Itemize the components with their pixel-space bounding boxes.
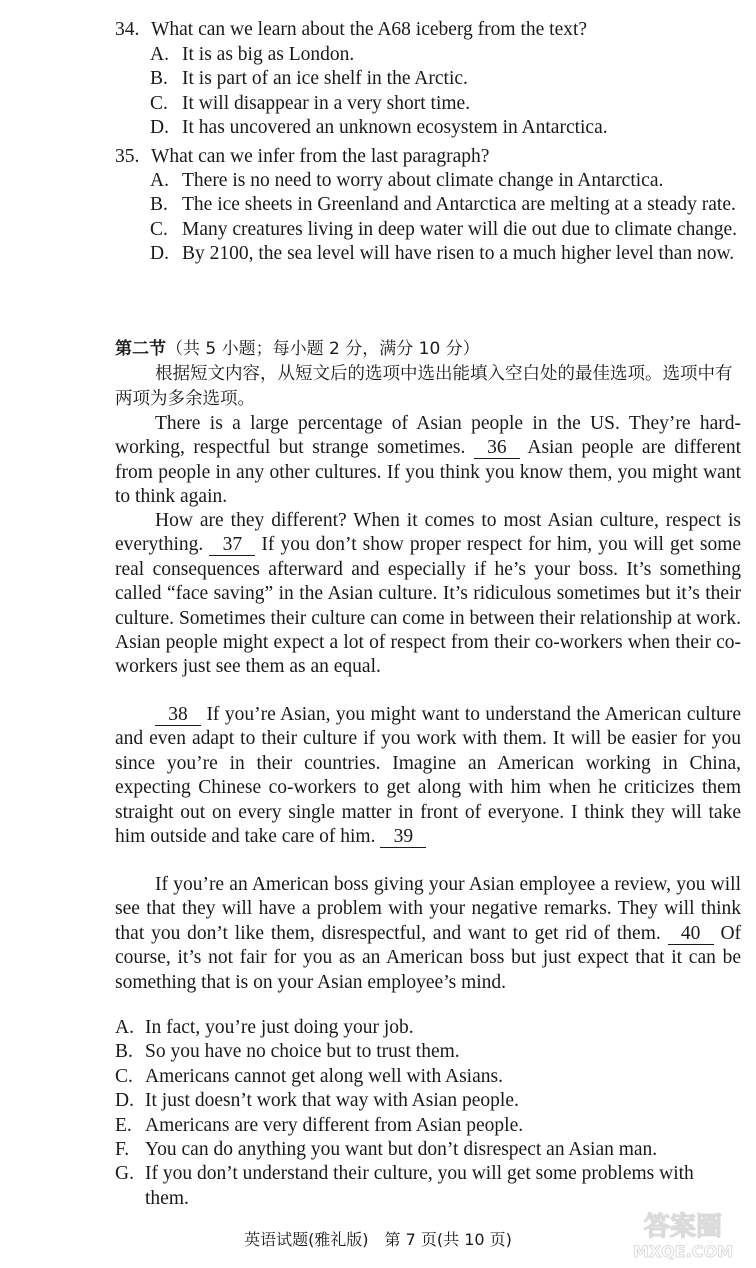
option-c xyxy=(150,92,741,116)
blank-39: 39 xyxy=(380,827,426,848)
choice-text: You can do anything you want but don’t disrespect an Asian man. xyxy=(145,1139,658,1161)
choice-letter: B. xyxy=(115,1041,133,1063)
paragraph-text: If you’re Asian, you might want to understand the American culture and even adapt to their culture if you work with them. It will be easier for you since you’re in their countries. Imagine an American working in China, expecting Chinese co-workers to get along with him when he criticizes them straight out on every single matter in front of everyone. I think they will take him outside and take care of him. xyxy=(115,704,742,848)
option-text: It is as big as London. xyxy=(182,44,355,65)
question-34-stem xyxy=(115,18,741,42)
svg-text:答案圈: 答案圈 xyxy=(643,1212,723,1242)
choice-text: Americans cannot get along well with Asians. xyxy=(145,1065,503,1087)
paragraph-text: If you’re an American boss giving your Asian employee a review, you will see that they will have a problem with your negative remarks. They will think that you don’t like them, disrespectful, and want to get rid of them. xyxy=(115,874,741,944)
choice-text: Americans are very different from Asian people. xyxy=(145,1114,524,1136)
section-note: （共 5 小题；每小题 2 分，满分 10 分） xyxy=(166,339,480,359)
passage-paragraph-4 xyxy=(115,873,741,995)
answer-choices xyxy=(115,1016,741,1211)
blank-36: 36 xyxy=(474,438,520,459)
page-footer: 英语试题(雅礼版) 第 7 页(共 10 页) xyxy=(244,1230,512,1249)
option-letter: D. xyxy=(150,117,169,139)
choice-letter: G. xyxy=(115,1163,134,1185)
option-text: It will disappear in a very short time. xyxy=(182,92,471,114)
passage-paragraph-1 xyxy=(115,412,741,510)
choice-letter: C. xyxy=(115,1065,133,1087)
passage-paragraph-2 xyxy=(115,509,741,680)
choice-c xyxy=(115,1065,741,1089)
paragraph-text: If you don’t show proper respect for him, you will get some real consequences afterward and especially if he’s your boss. It’s something called “face saving” in the Asian culture. It’s ridiculous sometimes but it’s their culture. Sometimes their culture can come in between their relationship at work. Asian people might expect a lot of respect from their co-workers when their co-workers just see them as an equal. xyxy=(115,534,742,678)
choice-letter: D. xyxy=(115,1090,134,1112)
question-number: 35. xyxy=(115,146,140,167)
paragraph-text: Of course, it’s not fair for you as an American boss but just expect that it can be something that is on your Asian employee’s mind. xyxy=(115,922,742,993)
blank-40: 40 xyxy=(668,924,714,945)
option-b xyxy=(150,67,741,91)
choice-d xyxy=(115,1089,741,1113)
option-a xyxy=(150,43,741,67)
option-d xyxy=(150,116,741,140)
option-letter: B. xyxy=(150,194,168,216)
choice-f xyxy=(115,1138,741,1162)
question-text: What can we infer from the last paragraph? xyxy=(151,146,490,167)
choice-text: If you don’t understand their culture, you will get some problems with them. xyxy=(145,1163,694,1209)
option-b xyxy=(150,193,741,217)
option-a xyxy=(150,169,741,193)
watermark-logo xyxy=(620,1205,746,1261)
question-34-options xyxy=(150,43,741,141)
option-text: It is part of an ice shelf in the Arctic. xyxy=(182,68,468,90)
section-header xyxy=(115,337,741,361)
choice-a xyxy=(115,1016,741,1040)
option-letter: C. xyxy=(150,92,168,114)
paragraph-text: How are they different? When it comes to most Asian culture, respect is everything. xyxy=(115,510,741,556)
option-letter: B. xyxy=(150,68,168,90)
option-text: It has uncovered an unknown ecosystem in Antarctica. xyxy=(182,117,608,139)
question-text: What can we learn about the A68 iceberg from the text? xyxy=(151,19,588,40)
option-d xyxy=(150,242,741,266)
option-c xyxy=(150,218,741,242)
question-35-options xyxy=(150,169,741,267)
choice-letter: F. xyxy=(115,1139,130,1161)
choice-e xyxy=(115,1114,741,1138)
option-text: By 2100, the sea level will have risen to a much higher level than now. xyxy=(182,243,735,265)
question-35-stem xyxy=(115,145,741,169)
choice-b xyxy=(115,1040,741,1064)
section-instruction: 根据短文内容，从短文后的选项中选出能填入空白处的最佳选项。选项中有两项为多余选项。 xyxy=(115,364,733,409)
choice-letter: E. xyxy=(115,1114,132,1136)
question-number: 34. xyxy=(115,19,140,40)
passage-paragraph-3 xyxy=(115,703,741,849)
option-letter: C. xyxy=(150,218,168,240)
svg-text:MXQE.COM: MXQE.COM xyxy=(632,1242,734,1261)
option-text: The ice sheets in Greenland and Antarctica are melting at a steady rate. xyxy=(182,194,736,216)
choice-g xyxy=(115,1162,741,1211)
paragraph-text: There is a large percentage of Asian people in the US. They’re hard-working, respectful but strange sometimes. xyxy=(115,413,741,459)
choice-text: It just doesn’t work that way with Asian people. xyxy=(145,1090,519,1112)
option-text: There is no need to worry about climate change in Antarctica. xyxy=(182,170,664,191)
choice-text: So you have no choice but to trust them. xyxy=(145,1041,460,1063)
paragraph-text: Asian people are different from people in any other cultures. If you think you know them, you might want to think again. xyxy=(115,437,741,508)
section-title: 第二节 xyxy=(115,339,166,359)
choice-text: In fact, you’re just doing your job. xyxy=(145,1017,414,1038)
option-letter: A. xyxy=(150,170,169,191)
option-letter: D. xyxy=(150,243,169,265)
blank-38: 38 xyxy=(155,705,201,726)
blank-37: 37 xyxy=(209,535,255,556)
choice-letter: A. xyxy=(115,1017,134,1038)
option-text: Many creatures living in deep water will die out due to climate change. xyxy=(182,218,738,240)
option-letter: A. xyxy=(150,44,169,65)
